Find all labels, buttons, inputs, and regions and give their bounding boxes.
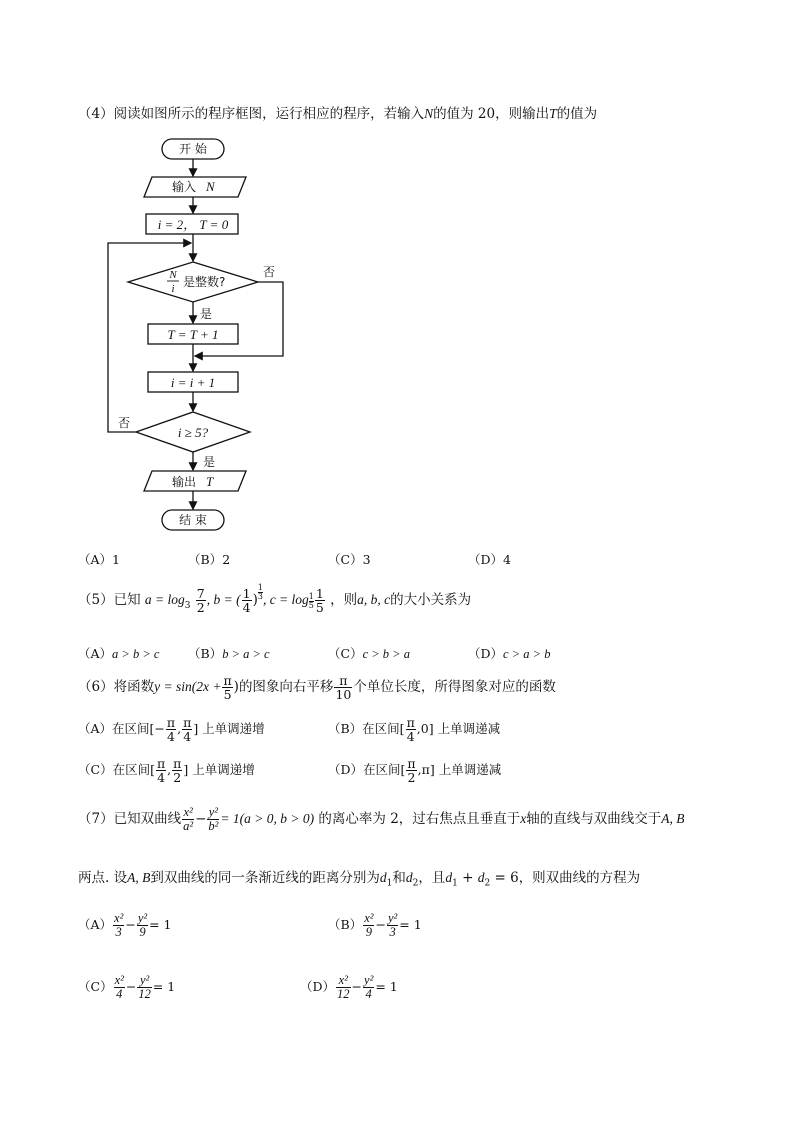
q6-option-c[interactable]: （C）在区间[ $\frac{\pi}{4}$ , $\frac{\pi}{2}$ ] 上单调递增 xyxy=(78,756,255,786)
q4-option-b[interactable]: （B）2 xyxy=(188,552,231,567)
q5-option-c[interactable]: （C）c > b > a xyxy=(328,646,410,661)
q5-c-frac: $\frac{1}{5}$ xyxy=(315,585,324,616)
q7-stem-line1: （7）已知双曲线 $\frac{\text{x²}}{\text{a²}}$ − $\frac{\text{y²}}{\text{b²}}$ = 1(a > 0, b > 0) 的离心率为 2，过右焦点且垂直于x轴的直线与双曲线交于A, B xyxy=(78,805,685,834)
yes-label-2: 是 xyxy=(203,455,216,469)
q5-b-frac: $\frac{1}{4}$ xyxy=(242,585,251,616)
no-label-1: 否 xyxy=(263,265,276,279)
q6-shift-frac: $\frac{\pi}{10}$ xyxy=(335,673,352,703)
q7-option-d[interactable]: （D） $\frac{\text{x²}}{12}$ − $\frac{\text{y²}}{4}$ = 1 xyxy=(300,973,398,1002)
q5-a-frac: $\frac{7}{2}$ xyxy=(196,585,205,616)
no-label-2: 否 xyxy=(118,416,131,430)
q5-option-d[interactable]: （D）c > a > b xyxy=(468,646,551,661)
start-label: 开 始 xyxy=(179,142,207,156)
input-label: 输入 xyxy=(172,180,197,194)
q5-stem: （5）已知 $a = \log_3$ $\frac{7}{2}$ , b = ( $\frac{1}{4}$ ) $\frac{1}{3}$ , c = log $\frac{1}{5}$ $\frac{1}{5}$ ，则a, b, c的大小关系为 xyxy=(78,583,472,616)
q7-stem-line2: 两点. 设A, B到双曲线的同一条渐近线的距离分别为$d_1$和$d_2$，且$d_1 + d_2 = 6$，则双曲线的方程为 xyxy=(78,870,641,889)
q5-option-a[interactable]: （A）a > b > c xyxy=(78,646,160,661)
cond1-den: i xyxy=(171,283,175,295)
q5-b-exp: $\frac{1}{3}$ xyxy=(257,583,263,601)
q4-option-a[interactable]: （A）1 xyxy=(78,552,120,567)
q6-stem: （6）将函数y = sin(2x + $\frac{\pi}{5}$ )的图象向右平移 $\frac{\pi}{10}$ 个单位长度，所得图象对应的函数 xyxy=(78,673,556,703)
q6-option-b[interactable]: （B）在区间[ $\frac{\pi}{4}$ ,0] 上单调递减 xyxy=(328,715,501,745)
init-label: i = 2， T = 0 xyxy=(157,217,229,232)
q4-option-c[interactable]: （C）3 xyxy=(328,552,371,567)
q7-option-a[interactable]: （A） $\frac{\text{x²}}{3}$ − $\frac{\text{y²}}{9}$ = 1 xyxy=(78,911,172,940)
step1-label: T = T + 1 xyxy=(167,327,219,342)
q6-option-a[interactable]: （A）在区间[− $\frac{\pi}{4}$ , $\frac{\pi}{4}$ ] 上单调递增 xyxy=(78,715,265,745)
q6-option-d[interactable]: （D）在区间[ $\frac{\pi}{2}$ ,π] 上单调递减 xyxy=(328,756,502,786)
q6-func-frac: $\frac{\pi}{5}$ xyxy=(223,673,232,703)
cond1-num: N xyxy=(169,269,177,281)
cond2-label: i ≥ 5? xyxy=(177,425,209,440)
cond1-label: 是整数? xyxy=(183,275,226,289)
q4-option-d[interactable]: （D）4 xyxy=(468,552,511,567)
q7-option-b[interactable]: （B） $\frac{\text{x²}}{9}$ − $\frac{\text{y²}}{3}$ = 1 xyxy=(328,911,422,940)
q4-stem: （4）阅读如图所示的程序框图，运行相应的程序，若输入N的值为 20，则输出T的值为 xyxy=(78,106,598,122)
output-var: T xyxy=(206,474,214,489)
q5-option-b[interactable]: （B）b > a > c xyxy=(188,646,270,661)
end-label: 结 束 xyxy=(179,513,207,527)
step2-label: i = i + 1 xyxy=(170,375,216,390)
q5-c-base: $\frac{1}{5}$ xyxy=(308,592,314,610)
yes-label-1: 是 xyxy=(200,307,213,321)
output-label: 输出 xyxy=(172,475,197,489)
q7-option-c[interactable]: （C） $\frac{\text{x²}}{4}$ − $\frac{\text{y²}}{12}$ = 1 xyxy=(78,973,176,1002)
input-var: N xyxy=(206,179,215,194)
flowchart xyxy=(100,135,290,540)
